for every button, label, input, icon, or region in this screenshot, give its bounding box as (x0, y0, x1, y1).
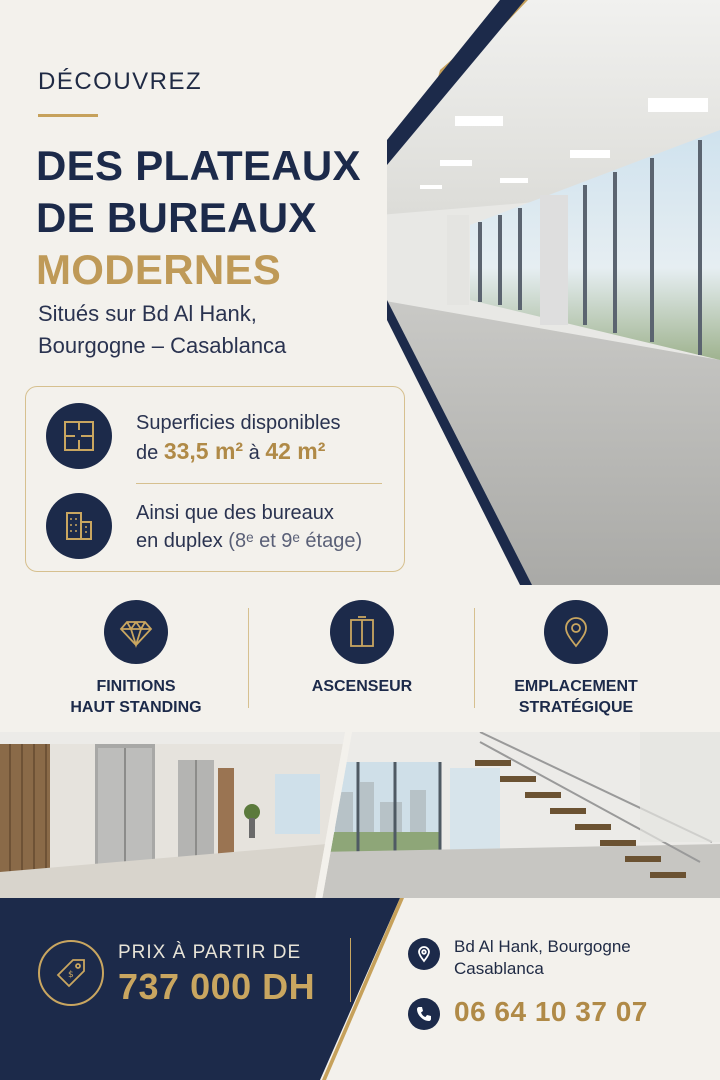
duplex-prefix: en duplex (136, 530, 229, 552)
surface-prefix: de (136, 442, 164, 464)
headline-line-2: DE BUREAUX (36, 194, 317, 241)
price-divider (350, 938, 351, 1002)
kicker-divider (38, 114, 98, 117)
footer (0, 898, 720, 1080)
feature-finitions-line-2: HAUT STANDING (70, 699, 202, 716)
photos-strip (0, 732, 720, 900)
location-line-1: Situés sur Bd Al Hank, (38, 301, 257, 326)
duplex-row (46, 493, 386, 563)
duplex-floors: (8ᵉ et 9ᵉ étage) (228, 530, 363, 552)
surface-line-1: Superficies disponibles (136, 412, 341, 434)
feature-ascenseur (262, 600, 462, 697)
features-strip (0, 590, 720, 730)
duplex-line-2 (136, 527, 362, 555)
kicker-text: DÉCOUVREZ (38, 68, 203, 95)
feature-divider-2 (474, 608, 475, 708)
address-text (454, 936, 631, 980)
feature-ascenseur-label (262, 676, 462, 697)
feature-ascenseur-line-1: ASCENSEUR (311, 678, 413, 695)
feature-emplacement-line-1: EMPLACEMENT (514, 678, 638, 695)
elevator-icon (330, 600, 394, 664)
surface-line-2 (136, 437, 341, 467)
diamond-icon (104, 600, 168, 664)
location-pin-icon (408, 938, 440, 970)
duplex-text (136, 499, 362, 555)
elevator-lobby-photo (0, 732, 350, 900)
price-value: 737 000 DH (118, 966, 316, 1007)
address-line-1: Bd Al Hank, Bourgogne (454, 937, 631, 956)
feature-divider-1 (248, 608, 249, 708)
map-pin-icon (544, 600, 608, 664)
feature-emplacement-label (476, 676, 676, 718)
staircase-photo (320, 732, 720, 900)
headline-line-1: DES PLATEAUX (36, 142, 361, 189)
headline-line-3: MODERNES (36, 246, 282, 293)
phone-icon (408, 998, 440, 1030)
address-line-2: Casablanca (454, 959, 544, 978)
feature-finitions (36, 600, 236, 718)
duplex-line-1: Ainsi que des bureaux (136, 502, 334, 524)
location-text (38, 298, 286, 362)
feature-emplacement (476, 600, 676, 718)
price-label: PRIX À PARTIR DE (118, 942, 302, 963)
surface-max: 42 m² (265, 438, 326, 464)
feature-finitions-label (36, 676, 236, 718)
phone-number[interactable]: 06 64 10 37 07 (454, 996, 648, 1027)
location-line-2: Bourgogne – Casablanca (38, 333, 287, 358)
surface-text (136, 409, 341, 467)
info-divider (136, 483, 382, 484)
feature-finitions-line-1: FINITIONS (96, 678, 176, 695)
feature-emplacement-line-2: STRATÉGIQUE (518, 699, 634, 716)
surface-min: 33,5 m² (163, 438, 244, 464)
building-icon (46, 493, 112, 559)
svg-text:$: $ (68, 970, 74, 980)
surface-mid: à (243, 442, 266, 464)
info-card (25, 386, 405, 572)
surface-row (46, 403, 386, 473)
headline (36, 140, 361, 296)
price-tag-icon (38, 940, 104, 1006)
floorplan-icon (46, 403, 112, 469)
